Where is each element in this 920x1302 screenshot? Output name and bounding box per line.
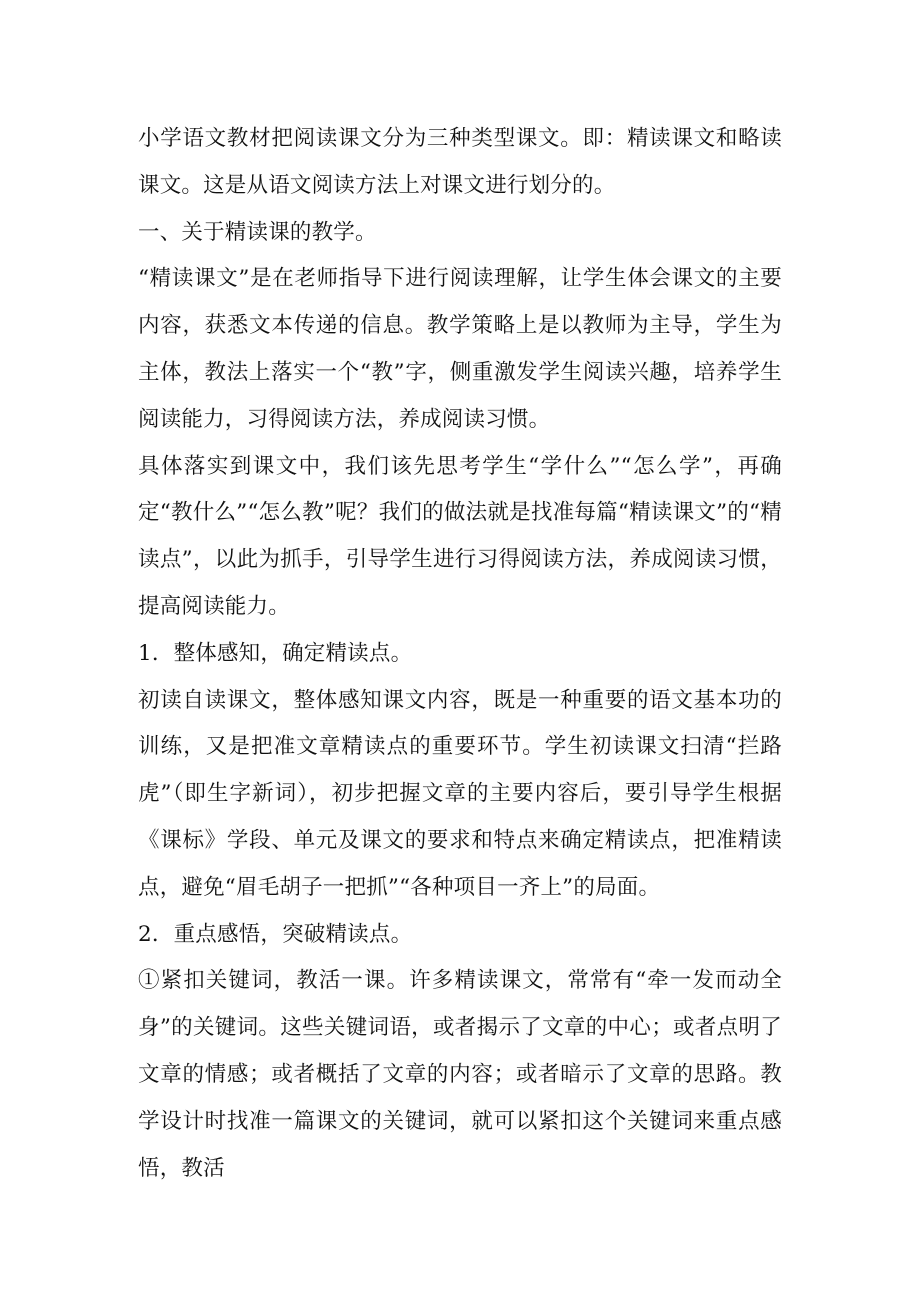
intro-paragraph: 小学语文教材把阅读课文分为三种类型课文。即：精读课文和略读课文。这是从语文阅读方法上对课文进行划分的。 xyxy=(138,126,782,198)
key-words-paragraph: ①紧扣关键词，教活一课。许多精读课文，常常有“牵一发而动全身”的关键词。这些关键词语，或者揭示了文章的中心；或者点明了文章的情感；或者概括了文章的内容；或者暗示了文章的思路。教学设计时找准一篇课文的关键词，就可以紧扣这个关键词来重点感悟，教活 xyxy=(138,968,782,1181)
subheading-key-insight: 2．重点感悟，突破精读点。 xyxy=(138,921,413,947)
subheading-overall-perception: 1．整体感知，确定精读点。 xyxy=(138,640,413,666)
intensive-reading-definition-paragraph: “精读课文”是在老师指导下进行阅读理解，让学生体会课文的主要内容，获悉文本传递的信息。教学策略上是以教师为主导，学生为主体，教法上落实一个“教”字，侧重激发学生阅读兴趣，培养学生阅读能力，习得阅读方法，养成阅读习惯。 xyxy=(138,266,782,432)
section-heading-intensive-reading: 一、关于精读课的教学。 xyxy=(138,219,377,245)
document-body xyxy=(138,116,782,1192)
overall-perception-paragraph: 初读自读课文，整体感知课文内容，既是一种重要的语文基本功的训练，又是把准文章精读点的重要环节。学生初读课文扫清“拦路虎”（即生字新词），初步把握文章的主要内容后，要引导学生根据《课标》学段、单元及课文的要求和特点来确定精读点，把准精读点，避免“眉毛胡子一把抓”“各种项目一齐上”的局面。 xyxy=(138,687,782,900)
implementation-paragraph: 具体落实到课文中，我们该先思考学生“学什么”“怎么学”，再确定“教什么”“怎么教”呢？我们的做法就是找准每篇“精读课文”的“精读点”，以此为抓手，引导学生进行习得阅读方法，养成阅读习惯，提高阅读能力。 xyxy=(138,453,782,619)
